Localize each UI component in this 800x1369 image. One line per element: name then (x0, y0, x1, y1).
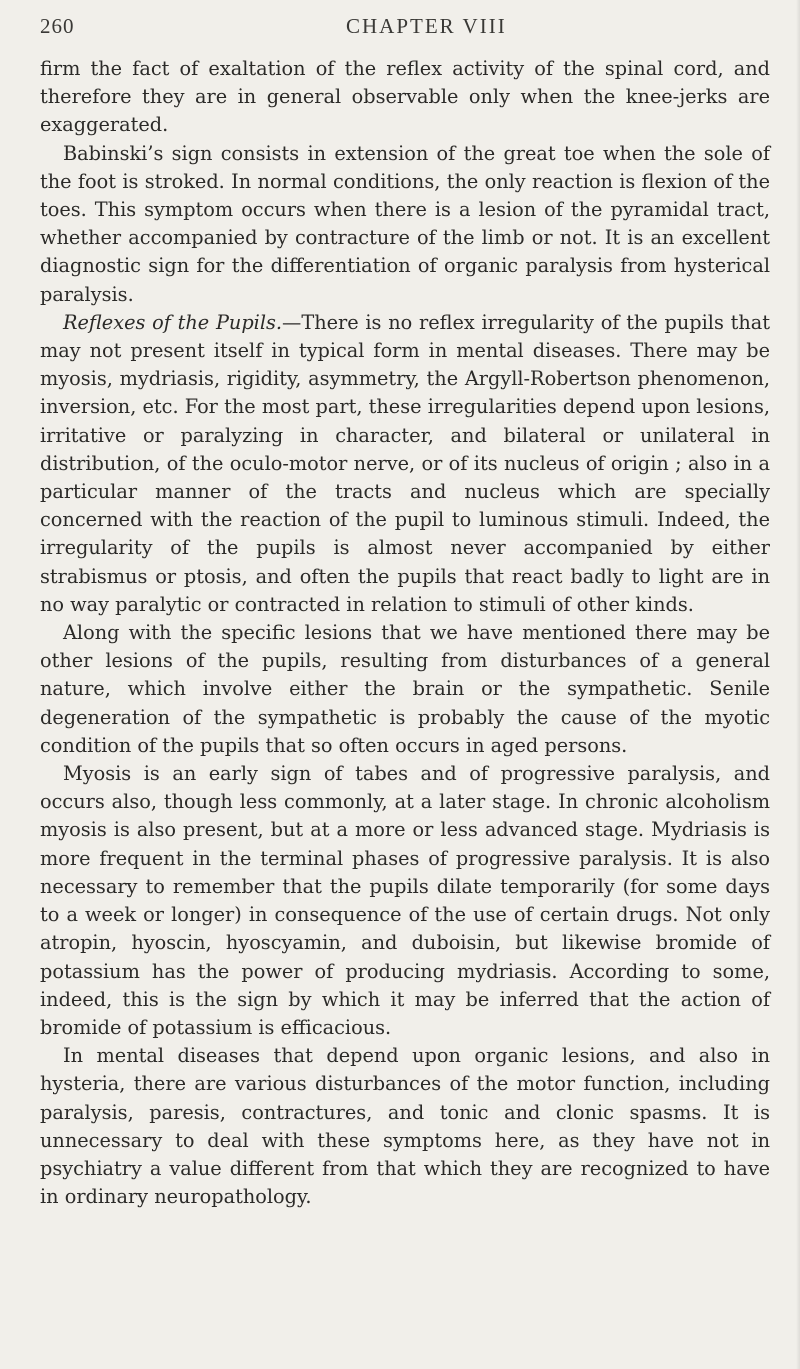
paragraph-reflexes-of-pupils (40, 309, 770, 619)
page-number: 260 (40, 14, 75, 38)
run-in-heading: Reflexes of the Pupils. (63, 310, 283, 334)
page-edge-shadow (796, 0, 800, 1369)
paragraph-babinski-sign: Babinski’s sign consists in extension of the great toe when the sole of the foot is stroked. In normal conditions, the only reaction is flexion of the toes. This symptom occurs when there is a lesion of the pyramidal tract, whether accompanied by contracture of the limb or not. It is an excellent diagnostic sign for the differentiation of organic paralysis from hysterical paralysis. (40, 141, 770, 306)
paragraph-motor-disturbances: In mental diseases that depend upon organic lesions, and also in hysteria, there are various disturbances of the motor function, including paralysis, paresis, contractures, and tonic and clonic spasms. It is unnecessary to deal with these symptoms here, as they have not in psychiatry a value different from that which they are recognized to have in ordinary neuropathology. (40, 1044, 770, 1209)
paragraph-other-lesions: Along with the specific lesions that we have mentioned there may be other lesions of the pupils, resulting from disturbances of a general nature, which involve either the brain or the sympathetic. Senile degeneration of the sympathetic is probably the cause of the myotic condition of the pupils that so often occurs in aged persons. (40, 621, 770, 757)
running-head: CHAPTER VIII (346, 14, 507, 38)
body-text (40, 55, 770, 1211)
paragraph-myosis: Myosis is an early sign of tabes and of progressive paralysis, and occurs also, though less commonly, at a later stage. In chronic alcoholism myosis is also present, but at a more or less advanced stage. Mydriasis is more frequent in the terminal phases of progressive paralysis. It is also necessary to remember that the pupils dilate temporarily (for some days to a week or longer) in consequence of the use of certain drugs. Not only atropin, hyoscin, hyoscyamin, and duboisin, but likewise bromide of potassium has the power of producing mydriasis. According to some, indeed, this is the sign by which it may be inferred that the action of bromide of potassium is efficacious. (40, 762, 770, 1039)
page-header (40, 6, 760, 46)
paragraph-text: —There is no reflex irregularity of the pupils that may not present itself in typical form in mental diseases. There may be myosis, mydriasis, rigidity, asymmetry, the Argyll-Robertson phenomenon, inversion, etc. For the most part, these irregularities depend upon lesions, irritative or paralyzing in character, and bilateral or unilateral in distribution, of the oculo-motor nerve, or of its nucleus of origin ; also in a particular manner of the tracts and nucleus which are specially concerned with the reaction of the pupil to luminous stimuli. Indeed, the irregularity of the pupils is almost never accompanied by either strabismus or ptosis, and often the pupils that react badly to light are in no way paralytic or contracted in relation to stimuli of other kinds. (40, 310, 771, 616)
paragraph-continuation: firm the fact of exaltation of the reflex activity of the spinal cord, and therefore they are in general observable only when the knee-jerks are exaggerated. (40, 57, 770, 137)
